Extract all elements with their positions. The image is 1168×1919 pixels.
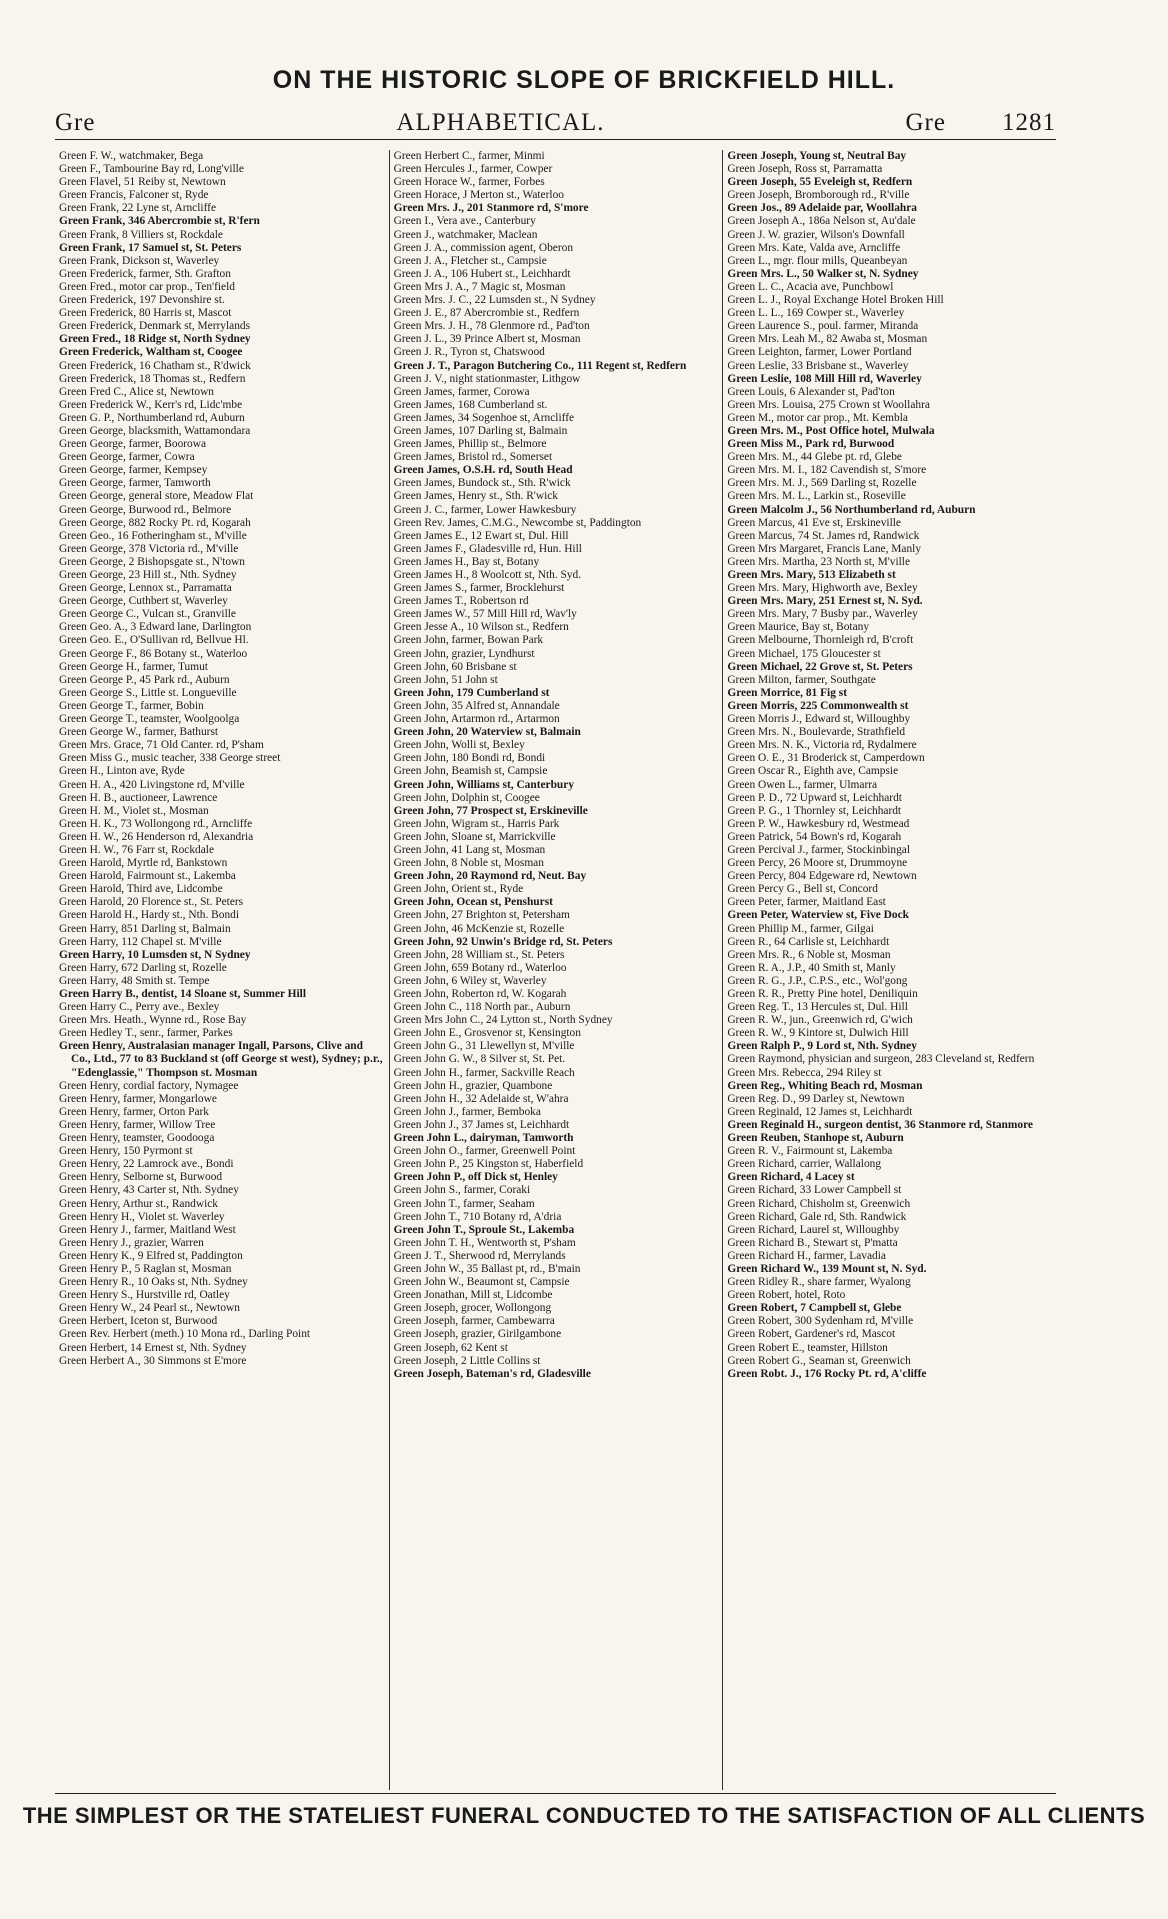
- directory-entry: Green James E., 12 Ewart st, Dul. Hill: [393, 529, 569, 542]
- directory-entry: Green John G., 31 Llewellyn st, M'ville: [393, 1040, 575, 1053]
- directory-entry: Green Henry H., Violet st. Waverley: [59, 1210, 225, 1223]
- directory-entry: Green Henry, 22 Lamrock ave., Bondi: [59, 1158, 234, 1171]
- directory-entry: Green Mrs. R., 6 Noble st, Mosman: [727, 948, 891, 961]
- directory-entry: Green Mrs. Louisa, 275 Crown st Woollahra: [727, 398, 930, 411]
- directory-entry: Green Joseph, Ross st, Parramatta: [727, 163, 883, 176]
- directory-entry: Green Frederick W., Kerr's rd, Lidc'mbe: [59, 398, 243, 411]
- directory-entry: Green Frederick, Waltham st, Coogee: [59, 346, 243, 359]
- directory-entry: Green F. W., watchmaker, Bega: [59, 150, 204, 162]
- running-header: [55, 107, 1056, 137]
- directory-entry: Green John H., grazier, Quambone: [393, 1079, 553, 1092]
- directory-entry: Green George C., Vulcan st., Granville: [59, 608, 236, 621]
- directory-entry: Green Harry, 112 Chapel st. M'ville: [59, 935, 222, 948]
- directory-entry: Green Reginald, 12 James st, Leichhardt: [727, 1105, 913, 1118]
- directory-entry: Green Richard, Laurel st, Willoughby: [727, 1223, 900, 1236]
- directory-entry: Green J. T., Paragon Butchering Co., 111 Regent st, Redfern: [393, 359, 687, 372]
- directory-entry: Green Mrs. L., 50 Walker st, N. Sydney: [727, 267, 919, 280]
- directory-entry: Green Mrs. M., Post Office hotel, Mulwala: [727, 424, 935, 437]
- directory-entry: Green Henry R., 10 Oaks st, Nth. Sydney: [59, 1276, 248, 1289]
- directory-entry: Green Oscar R., Eighth ave, Campsie: [727, 765, 899, 778]
- directory-entry: Green H. W., 26 Henderson rd, Alexandria: [59, 830, 254, 843]
- directory-entry: Green H. B., auctioneer, Lawrence: [59, 791, 218, 804]
- directory-entry: Green John L., dairyman, Tamworth: [393, 1132, 574, 1145]
- directory-entry: Green H. W., 76 Farr st, Rockdale: [59, 843, 215, 856]
- directory-entry: Green Frank, 346 Abercrombie st, R'fern: [59, 215, 260, 228]
- footer-rule: [55, 1793, 1056, 1794]
- directory-entry: Green John, 180 Bondi rd, Bondi: [393, 752, 546, 765]
- directory-entry: Green Horace W., farmer, Forbes: [393, 176, 545, 189]
- directory-entry: Green Percival J., farmer, Stockinbingal: [727, 843, 911, 856]
- directory-entry: Green Rev. James, C.M.G., Newcombe st, Paddington: [393, 516, 642, 529]
- directory-column-2: [389, 150, 723, 1790]
- directory-entry: Green O. E., 31 Broderick st, Camperdown: [727, 752, 925, 765]
- header-right-guide: Gre: [905, 109, 946, 136]
- directory-entry: Green Phillip M., farmer, Gilgai: [727, 922, 874, 935]
- directory-entry: Green Harry B., dentist, 14 Sloane st, Summer Hill: [59, 988, 307, 1000]
- directory-entry: Green Henry, Australasian manager Ingall, Parsons, Clive and Co., Ltd., 77 to 83 Buckland st (off George st west), Sydney; p.r., "Edenglassie," Thompson st. Mosman: [59, 1040, 383, 1079]
- directory-entry: Green James, Bristol rd., Somerset: [393, 451, 553, 464]
- directory-entry: Green L. C., Acacia ave, Punchbowl: [727, 280, 894, 293]
- directory-entry: Green Maurice, Bay st, Botany: [727, 621, 870, 634]
- directory-entry: Green George, general store, Meadow Flat: [59, 490, 254, 503]
- directory-entry: Green Percy, 804 Edgeware rd, Newtown: [727, 870, 917, 883]
- directory-entry: Green James, 168 Cumberland st.: [393, 398, 548, 411]
- directory-entry: Green John W., Beaumont st, Campsie: [393, 1276, 570, 1289]
- directory-entry: Green Robert E., teamster, Hillston: [727, 1341, 888, 1354]
- directory-entry: Green John, 41 Lang st, Mosman: [393, 843, 546, 856]
- directory-entry: Green Peter, farmer, Maitland East: [727, 896, 886, 909]
- directory-entry: Green Ralph P., 9 Lord st, Nth. Sydney: [727, 1040, 917, 1053]
- directory-column-3: [722, 150, 1056, 1790]
- directory-entry: Green Mrs. Mary, 7 Busby par., Waverley: [727, 608, 918, 621]
- directory-entry: Green L. J., Royal Exchange Hotel Broken Hill: [727, 294, 944, 307]
- directory-entry: Green Henry, teamster, Goodooga: [59, 1132, 215, 1145]
- directory-entry: Green Mrs. Martha, 23 North st, M'ville: [727, 555, 911, 568]
- directory-entry: Green John, 20 Raymond rd, Neut. Bay: [393, 870, 587, 883]
- directory-entry: Green John T. H., Wentworth st, P'sham: [393, 1236, 576, 1249]
- directory-entry: Green J. L., 39 Prince Albert st, Mosman: [393, 333, 581, 346]
- directory-entry: Green Mrs. Grace, 71 Old Canter. rd, P'sham: [59, 739, 264, 752]
- directory-entry: Green Malcolm J., 56 Northumberland rd, Auburn: [727, 503, 976, 516]
- directory-entry: Green John T., 710 Botany rd, A'dria: [393, 1210, 562, 1223]
- directory-entry: Green James F., Gladesville rd, Hun. Hill: [393, 542, 582, 555]
- directory-entry: Green John, Beamish st, Campsie: [393, 765, 548, 778]
- directory-entry: Green John G. W., 8 Silver st, St. Pet.: [393, 1053, 566, 1066]
- directory-entry: Green John, 60 Brisbane st: [393, 660, 517, 673]
- directory-entry: Green John T., farmer, Seaham: [393, 1197, 535, 1210]
- directory-entry: Green Fred., motor car prop., Ten'field: [59, 280, 235, 293]
- directory-entry: Green H., Linton ave, Ryde: [59, 765, 185, 778]
- directory-entry: Green George, 23 Hill st., Nth. Sydney: [59, 569, 237, 581]
- directory-entry: Green Harold, Fairmount st., Lakemba: [59, 870, 236, 883]
- directory-entry: Green Leslie, 33 Brisbane st., Waverley: [727, 359, 909, 372]
- directory-entry: Green Henry, 150 Pyrmont st: [59, 1145, 193, 1158]
- directory-entry: Green Richard B., Stewart st, P'matta: [727, 1236, 898, 1249]
- directory-entry: Green M., motor car prop., Mt. Kembla: [727, 411, 908, 424]
- directory-entry: Green Leighton, farmer, Lower Portland: [727, 346, 912, 359]
- directory-entry: Green Owen L., farmer, Ulmarra: [727, 778, 878, 791]
- directory-entry: Green John H., farmer, Sackville Reach: [393, 1066, 575, 1079]
- directory-entry: Green Mrs. Leah M., 82 Awaba st, Mosman: [727, 333, 928, 346]
- directory-entry: Green John, farmer, Bowan Park: [393, 634, 544, 647]
- directory-entry: Green Harry, 672 Darling st, Rozelle: [59, 961, 227, 974]
- directory-entry: Green Horace, J Merton st., Waterloo: [393, 189, 564, 202]
- directory-entry: Green Henry P., 5 Raglan st, Mosman: [59, 1262, 232, 1275]
- directory-entry: Green Milton, farmer, Southgate: [727, 673, 876, 686]
- directory-entry: Green John, 8 Noble st, Mosman: [393, 857, 544, 870]
- directory-entry: Green Mrs. N. K., Victoria rd, Rydalmere: [727, 739, 917, 752]
- directory-entry: Green J. V., night stationmaster, Lithgow: [393, 372, 581, 385]
- directory-entry: Green Joseph, 2 Little Collins st: [393, 1354, 541, 1367]
- directory-entry: Green Frederick, 80 Harris st, Mascot: [59, 307, 232, 320]
- directory-entry: Green George T., teamster, Woolgoolga: [59, 713, 240, 726]
- directory-entry: Green Morris J., Edward st, Willoughby: [727, 713, 911, 726]
- directory-entry: Green Mrs Margaret, Francis Lane, Manly: [727, 542, 922, 555]
- directory-entry: Green George F., 86 Botany st., Waterloo: [59, 647, 248, 660]
- directory-entry: Green Henry, farmer, Willow Tree: [59, 1118, 216, 1131]
- directory-entry: Green Fred., 18 Ridge st, North Sydney: [59, 333, 251, 346]
- directory-entry: Green James, Bundock st., Sth. R'wick: [393, 477, 571, 490]
- directory-entry: Green Laurence S., poul. farmer, Miranda: [727, 320, 919, 333]
- directory-entry: Green Harry, 10 Lumsden st, N Sydney: [59, 948, 251, 961]
- directory-entry: Green James, 34 Sogenhoe st, Arncliffe: [393, 411, 575, 424]
- directory-entry: Green John, 28 William st., St. Peters: [393, 948, 565, 961]
- directory-entry: Green Frederick, 16 Chatham st., R'dwick: [59, 359, 251, 372]
- directory-entry: Green Robert, 300 Sydenham rd, M'ville: [727, 1315, 914, 1328]
- directory-entry: Green George, Burwood rd., Belmore: [59, 503, 232, 516]
- directory-entry: Green Richard H., farmer, Lavadia: [727, 1249, 886, 1262]
- directory-entry: Green John W., 35 Ballast pt, rd., B'main: [393, 1262, 581, 1275]
- directory-entry: Green Henry, cordial factory, Nymagee: [59, 1079, 239, 1092]
- directory-entry: Green James, 107 Darling st, Balmain: [393, 424, 568, 437]
- directory-entry: Green James, Henry st., Sth. R'wick: [393, 490, 558, 503]
- directory-entry: Green John, Orient st., Ryde: [393, 883, 524, 896]
- directory-entry: Green Louis, 6 Alexander st, Pad'ton: [727, 385, 895, 398]
- directory-entry: Green Jesse A., 10 Wilson st., Redfern: [393, 621, 569, 634]
- directory-entry: Green Mrs. M. L., Larkin st., Roseville: [727, 490, 906, 503]
- directory-entry: Green Mrs John C., 24 Lytton st., North Sydney: [393, 1014, 613, 1027]
- directory-entry: Green George W., farmer, Bathurst: [59, 726, 219, 739]
- directory-entry: Green Miss G., music teacher, 338 George street: [59, 752, 281, 765]
- directory-entry: Green Robert G., Seaman st, Greenwich: [727, 1354, 911, 1367]
- directory-entry: Green Hercules J., farmer, Cowper: [393, 163, 553, 176]
- directory-entry: Green Francis, Falconer st, Ryde: [59, 189, 209, 202]
- directory-entry: Green P. W., Hawkesbury rd, Westmead: [727, 817, 910, 830]
- directory-entry: Green Harold, Myrtle rd, Bankstown: [59, 857, 228, 870]
- directory-entry: Green R., 64 Carlisle st, Leichhardt: [727, 935, 890, 948]
- directory-entry: Green Frank, 22 Lyne st, Arncliffe: [59, 202, 217, 215]
- directory-entry: Green George, farmer, Tamworth: [59, 477, 211, 490]
- directory-entry: Green George H., farmer, Tumut: [59, 660, 208, 673]
- directory-entry: Green Robert, hotel, Roto: [727, 1289, 846, 1302]
- directory-entry: Green Harry, 48 Smith st. Tempe: [59, 974, 210, 987]
- directory-entry: Green Mrs. J., 201 Stanmore rd, S'more: [393, 202, 589, 215]
- directory-entry: Green George, Cuthbert st, Waverley: [59, 595, 228, 608]
- directory-entry: Green Michael, 175 Gloucester st: [727, 647, 881, 660]
- directory-entry: Green George T., farmer, Bobin: [59, 699, 204, 712]
- directory-entry: Green Raymond, physician and surgeon, 283 Cleveland st, Redfern: [727, 1053, 1035, 1066]
- directory-entry: Green John, Wolli st, Bexley: [393, 739, 525, 752]
- directory-entry: Green George, blacksmith, Wattamondara: [59, 424, 251, 437]
- directory-entry: Green Herbert, Iceton st, Burwood: [59, 1315, 218, 1328]
- directory-entry: Green Morris, 225 Commonwealth st: [727, 699, 909, 712]
- directory-entry: Green Percy G., Bell st, Concord: [727, 883, 878, 896]
- directory-entry: Green John, Williams st, Canterbury: [393, 778, 575, 791]
- directory-entry: Green George, 882 Rocky Pt. rd, Kogarah: [59, 516, 251, 529]
- directory-entry: Green Mrs. M. J., 569 Darling st, Rozelle: [727, 477, 917, 490]
- directory-entry: Green J., watchmaker, Maclean: [393, 228, 538, 241]
- directory-entry: Green Frederick, 197 Devonshire st.: [59, 294, 225, 307]
- directory-entry: Green Henry, Selborne st, Burwood: [59, 1171, 223, 1184]
- directory-entry: Green Jos., 89 Adelaide par, Woollahra: [727, 202, 917, 215]
- header-rule: [55, 139, 1056, 140]
- directory-entry: Green James, farmer, Corowa: [393, 385, 530, 398]
- directory-entry: Green Henry S., Hurstville rd, Oatley: [59, 1289, 230, 1302]
- directory-entry: Green Joseph, Bromborough rd., R'ville: [727, 189, 910, 202]
- directory-entry: Green Geo. A., 3 Edward lane, Darlington: [59, 621, 252, 634]
- directory-entry: Green Reg. D., 99 Darley st, Newtown: [727, 1092, 905, 1105]
- directory-entry: Green R. A., J.P., 40 Smith st, Manly: [727, 961, 896, 974]
- directory-entry: Green John, 35 Alfred st, Annandale: [393, 699, 560, 712]
- directory-entry: Green F., Tambourine Bay rd, Long'ville: [59, 163, 244, 176]
- directory-entry: Green Geo., 16 Fotheringham st., M'ville: [59, 529, 247, 542]
- directory-entry: Green Herbert A., 30 Simmons st E'more: [59, 1354, 247, 1367]
- directory-entry: Green Frederick, 18 Thomas st., Redfern: [59, 372, 246, 385]
- directory-entry: Green Mrs. Mary, Highworth ave, Bexley: [727, 582, 918, 595]
- directory-entry: Green J. A., 106 Hubert st., Leichhardt: [393, 267, 571, 280]
- directory-entry: Green Reginald H., surgeon dentist, 36 Stanmore rd, Stanmore: [727, 1118, 1033, 1131]
- directory-entry: Green John S., farmer, Coraki: [393, 1184, 531, 1197]
- directory-entry: Green P. D., 72 Upward st, Leichhardt: [727, 791, 902, 804]
- directory-entry: Green Richard, Chisholm st, Greenwich: [727, 1197, 911, 1210]
- directory-entry: Green John, 6 Wiley st, Waverley: [393, 974, 547, 987]
- directory-entry: Green J. A., Fletcher st., Campsie: [393, 254, 547, 267]
- directory-entry: Green John, 46 McKenzie st, Rozelle: [393, 922, 565, 935]
- directory-entry: Green James W., 57 Mill Hill rd, Wav'ly: [393, 608, 577, 621]
- directory-entry: Green George, 378 Victoria rd., M'ville: [59, 542, 239, 555]
- directory-entry: Green John, Ocean st, Penshurst: [393, 896, 553, 909]
- directory-entry: Green L., mgr. flour mills, Queanbeyan: [727, 254, 908, 267]
- directory-entry: Green James T., Robertson rd: [393, 595, 529, 608]
- directory-entry: Green R. W., jun., Greenwich rd, G'wich: [727, 1014, 913, 1027]
- directory-entry: Green John C., 118 North par., Auburn: [393, 1001, 571, 1014]
- directory-entry: Green Joseph, farmer, Cambewarra: [393, 1315, 555, 1328]
- directory-entry: Green John, Dolphin st, Coogee: [393, 791, 540, 804]
- directory-entry: Green Frederick, farmer, Sth. Grafton: [59, 267, 231, 280]
- directory-entry: Green Joseph, Young st, Neutral Bay: [727, 150, 907, 162]
- directory-columns: [55, 150, 1056, 1790]
- directory-entry: Green Richard, 4 Lacey st: [727, 1171, 855, 1184]
- directory-entry: Green Harold, Third ave, Lidcombe: [59, 883, 223, 896]
- directory-entry: Green George S., Little st. Longueville: [59, 686, 237, 699]
- directory-entry: Green Henry, Arthur st., Randwick: [59, 1197, 219, 1210]
- directory-entry: Green Patrick, 54 Bown's rd, Kogarah: [727, 830, 902, 843]
- directory-entry: Green Richard, carrier, Wallalong: [727, 1158, 882, 1171]
- directory-entry: Green John, Sloane st, Marrickville: [393, 830, 556, 843]
- directory-entry: Green John J., farmer, Bemboka: [393, 1105, 541, 1118]
- directory-entry: Green Joseph A., 186a Nelson st, Au'dale: [727, 215, 916, 228]
- directory-entry: Green Mrs. J. H., 78 Glenmore rd., Pad'ton: [393, 320, 590, 333]
- directory-entry: Green J. W. grazier, Wilson's Downfall: [727, 228, 905, 241]
- directory-entry: Green Hedley T., senr., farmer, Parkes: [59, 1027, 233, 1040]
- directory-entry: Green J. A., commission agent, Oberon: [393, 241, 574, 254]
- directory-entry: Green Herbert, 14 Ernest st, Nth. Sydney: [59, 1341, 247, 1354]
- directory-entry: Green Harry, 851 Darling st, Balmain: [59, 922, 231, 935]
- directory-entry: Green Mrs. Rebecca, 294 Riley st: [727, 1066, 882, 1079]
- directory-entry: Green Reuben, Stanhope st, Auburn: [727, 1132, 904, 1145]
- directory-entry: Green James H., Bay st, Botany: [393, 555, 540, 568]
- directory-entry: Green J. E., 87 Abercrombie st., Redfern: [393, 307, 580, 320]
- directory-entry: Green Henry J., grazier, Warren: [59, 1236, 204, 1249]
- directory-entry: Green Harold, 20 Florence st., St. Peters: [59, 896, 244, 909]
- directory-entry: Green Mrs. Mary, 251 Ernest st, N. Syd.: [727, 595, 923, 608]
- directory-entry: Green Marcus, 41 Eve st, Erskineville: [727, 516, 901, 529]
- directory-entry: Green Joseph, 62 Kent st: [393, 1341, 508, 1354]
- directory-entry: Green J. T., Sherwood rd, Merrylands: [393, 1249, 566, 1262]
- directory-entry: Green Robt. J., 176 Rocky Pt. rd, A'cliffe: [727, 1367, 927, 1380]
- directory-entry: Green James S., farmer, Brocklehurst: [393, 582, 565, 595]
- directory-entry: Green James, O.S.H. rd, South Head: [393, 464, 573, 477]
- directory-entry: Green John, 27 Brighton st, Petersham: [393, 909, 570, 922]
- directory-entry: Green Mrs J. A., 7 Magic st, Mosman: [393, 280, 566, 293]
- directory-entry: Green George P., 45 Park rd., Auburn: [59, 673, 230, 686]
- directory-entry: Green R. W., 9 Kintore st, Dulwich Hill: [727, 1027, 909, 1040]
- directory-entry: Green John, Wigram st., Harris Park: [393, 817, 560, 830]
- directory-entry: Green R. R., Pretty Pine hotel, Deniliquin: [727, 988, 918, 1000]
- directory-entry: Green Frederick, Denmark st, Merrylands: [59, 320, 251, 333]
- directory-entry: Green Miss M., Park rd, Burwood: [727, 438, 895, 451]
- directory-entry: Green Richard W., 139 Mount st, N. Syd.: [727, 1262, 927, 1275]
- directory-entry: Green Michael, 22 Grove st, St. Peters: [727, 660, 913, 673]
- directory-entry: Green Mrs. Mary, 513 Elizabeth st: [727, 569, 896, 581]
- directory-entry: Green John, 92 Unwin's Bridge rd, St. Peters: [393, 935, 613, 948]
- directory-entry: Green John, 51 John st: [393, 673, 498, 686]
- directory-entry: Green Robert, Gardener's rd, Mascot: [727, 1328, 896, 1341]
- directory-entry: Green Reg. T., 13 Hercules st, Dul. Hill: [727, 1001, 908, 1014]
- directory-entry: Green George, farmer, Kempsey: [59, 464, 208, 477]
- directory-entry: Green Joseph, Bateman's rd, Gladesville: [393, 1367, 591, 1380]
- directory-entry: Green Morrice, 81 Fig st: [727, 686, 847, 699]
- directory-entry: Green John P., off Dick st, Henley: [393, 1171, 558, 1184]
- directory-entry: Green Frank, Dickson st, Waverley: [59, 254, 220, 267]
- directory-entry: Green H. A., 420 Livingstone rd, M'ville: [59, 778, 245, 791]
- directory-entry: Green Henry W., 24 Pearl st., Newtown: [59, 1302, 240, 1315]
- directory-entry: Green Melbourne, Thornleigh rd, B'croft: [727, 634, 914, 647]
- directory-entry: Green Henry J., farmer, Maitland West: [59, 1223, 236, 1236]
- directory-entry: Green John, 77 Prospect st, Erskineville: [393, 804, 588, 817]
- directory-entry: Green Henry, farmer, Mongarlowe: [59, 1092, 217, 1105]
- directory-entry: Green Leslie, 108 Mill Hill rd, Waverley: [727, 372, 922, 385]
- directory-entry: Green Joseph, grocer, Wollongong: [393, 1302, 552, 1315]
- bottom-banner: THE SIMPLEST OR THE STATELIEST FUNERAL CONDUCTED TO THE SATISFACTION OF ALL CLIENTS: [22, 1803, 1146, 1828]
- directory-entry: Green Henry K., 9 Elfred st, Paddington: [59, 1249, 243, 1262]
- directory-entry: Green Harold H., Hardy st., Nth. Bondi: [59, 909, 240, 922]
- directory-entry: Green H. M., Violet st., Mosman: [59, 804, 209, 817]
- directory-entry: Green Mrs. J. C., 22 Lumsden st., N Sydney: [393, 294, 596, 307]
- header-right-group: [906, 109, 1056, 137]
- directory-entry: Green George, farmer, Boorowa: [59, 438, 207, 451]
- directory-entry: Green P. G., 1 Thornley st, Leichhardt: [727, 804, 902, 817]
- directory-entry: Green Flavel, 51 Reiby st, Newtown: [59, 176, 226, 189]
- directory-entry: Green Mrs. M. I., 182 Cavendish st, S'more: [727, 464, 927, 477]
- header-center-title: ALPHABETICAL.: [396, 109, 605, 136]
- directory-entry: Green R. V., Fairmount st, Lakemba: [727, 1145, 893, 1158]
- directory-entry: Green Reg., Whiting Beach rd, Mosman: [727, 1079, 923, 1092]
- directory-entry: Green John, 659 Botany rd., Waterloo: [393, 961, 567, 974]
- directory-entry: Green John H., 32 Adelaide st, W'ahra: [393, 1092, 569, 1105]
- directory-entry: Green Jonathan, Mill st, Lidcombe: [393, 1289, 553, 1302]
- directory-entry: Green John, Roberton rd, W. Kogarah: [393, 988, 567, 1000]
- directory-entry: Green Joseph, grazier, Girilgambone: [393, 1328, 562, 1341]
- directory-entry: Green Rev. Herbert (meth.) 10 Mona rd., Darling Point: [59, 1328, 311, 1341]
- directory-entry: Green John, 179 Cumberland st: [393, 686, 550, 699]
- directory-entry: Green George, Lennox st., Parramatta: [59, 582, 232, 595]
- directory-entry: Green Ridley R., share farmer, Wyalong: [727, 1276, 911, 1289]
- directory-entry: Green John, Artarmon rd., Artarmon: [393, 713, 560, 726]
- directory-entry: Green Mrs. Heath., Wynne rd., Rose Bay: [59, 1014, 247, 1027]
- directory-entry: Green John O., farmer, Greenwell Point: [393, 1145, 576, 1158]
- page-number: 1281: [1001, 109, 1056, 136]
- directory-entry: Green Joseph, 55 Eveleigh st, Redfern: [727, 176, 913, 189]
- directory-entry: Green George, farmer, Cowra: [59, 451, 195, 464]
- directory-entry: Green G. P., Northumberland rd, Auburn: [59, 411, 245, 424]
- directory-entry: Green John P., 25 Kingston st, Haberfield: [393, 1158, 584, 1171]
- directory-entry: Green H. K., 73 Wollongong rd., Arncliffe: [59, 817, 253, 830]
- directory-entry: Green Harry C., Perry ave., Bexley: [59, 1001, 220, 1014]
- directory-column-1: [55, 150, 389, 1790]
- directory-entry: Green John J., 37 James st, Leichhardt: [393, 1118, 570, 1131]
- directory-entry: Green George, 2 Bishopsgate st., N'town: [59, 555, 245, 568]
- directory-entry: Green John, grazier, Lyndhurst: [393, 647, 535, 660]
- directory-entry: Green Fred C., Alice st, Newtown: [59, 385, 215, 398]
- directory-entry: Green J. R., Tyron st, Chatswood: [393, 346, 545, 359]
- top-banner: ON THE HISTORIC SLOPE OF BRICKFIELD HILL.: [272, 66, 896, 94]
- directory-entry: Green Peter, Waterview st, Five Dock: [727, 909, 909, 922]
- directory-entry: Green Mrs. N., Boulevarde, Strathfield: [727, 726, 906, 739]
- directory-entry: Green I., Vera ave., Canterbury: [393, 215, 536, 228]
- directory-entry: Green J. C., farmer, Lower Hawkesbury: [393, 503, 577, 516]
- directory-entry: Green John, 20 Waterview st, Balmain: [393, 726, 581, 739]
- directory-entry: Green Richard, Gale rd, Sth. Randwick: [727, 1210, 907, 1223]
- directory-entry: Green Frank, 8 Villiers st, Rockdale: [59, 228, 223, 241]
- directory-entry: Green L. L., 169 Cowper st., Waverley: [727, 307, 905, 320]
- directory-entry: Green Robert, 7 Campbell st, Glebe: [727, 1302, 902, 1315]
- header-left-guide: Gre: [55, 109, 96, 136]
- directory-entry: Green Mrs. M., 44 Glebe pt. rd, Glebe: [727, 451, 902, 464]
- directory-entry: Green Marcus, 74 St. James rd, Randwick: [727, 529, 920, 542]
- directory-entry: Green Henry, 43 Carter st, Nth. Sydney: [59, 1184, 239, 1197]
- directory-entry: Green Geo. E., O'Sullivan rd, Bellvue Hl.: [59, 634, 249, 647]
- directory-entry: Green Herbert C., farmer, Minmi: [393, 150, 545, 162]
- directory-entry: Green Henry, farmer, Orton Park: [59, 1105, 209, 1118]
- directory-entry: Green Richard, 33 Lower Campbell st: [727, 1184, 902, 1197]
- directory-entry: Green Frank, 17 Samuel st, St. Peters: [59, 241, 242, 254]
- directory-entry: Green James H., 8 Woolcott st, Nth. Syd.: [393, 569, 582, 581]
- directory-entry: Green R. G., J.P., C.P.S., etc., Wol'gong: [727, 974, 908, 987]
- directory-entry: Green Mrs. Kate, Valda ave, Arncliffe: [727, 241, 901, 254]
- directory-entry: Green Percy, 26 Moore st, Drummoyne: [727, 857, 908, 870]
- directory-entry: Green James, Phillip st., Belmore: [393, 438, 547, 451]
- directory-entry: Green John T., Sproule St., Lakemba: [393, 1223, 575, 1236]
- directory-entry: Green John E., Grosvenor st, Kensington: [393, 1027, 581, 1040]
